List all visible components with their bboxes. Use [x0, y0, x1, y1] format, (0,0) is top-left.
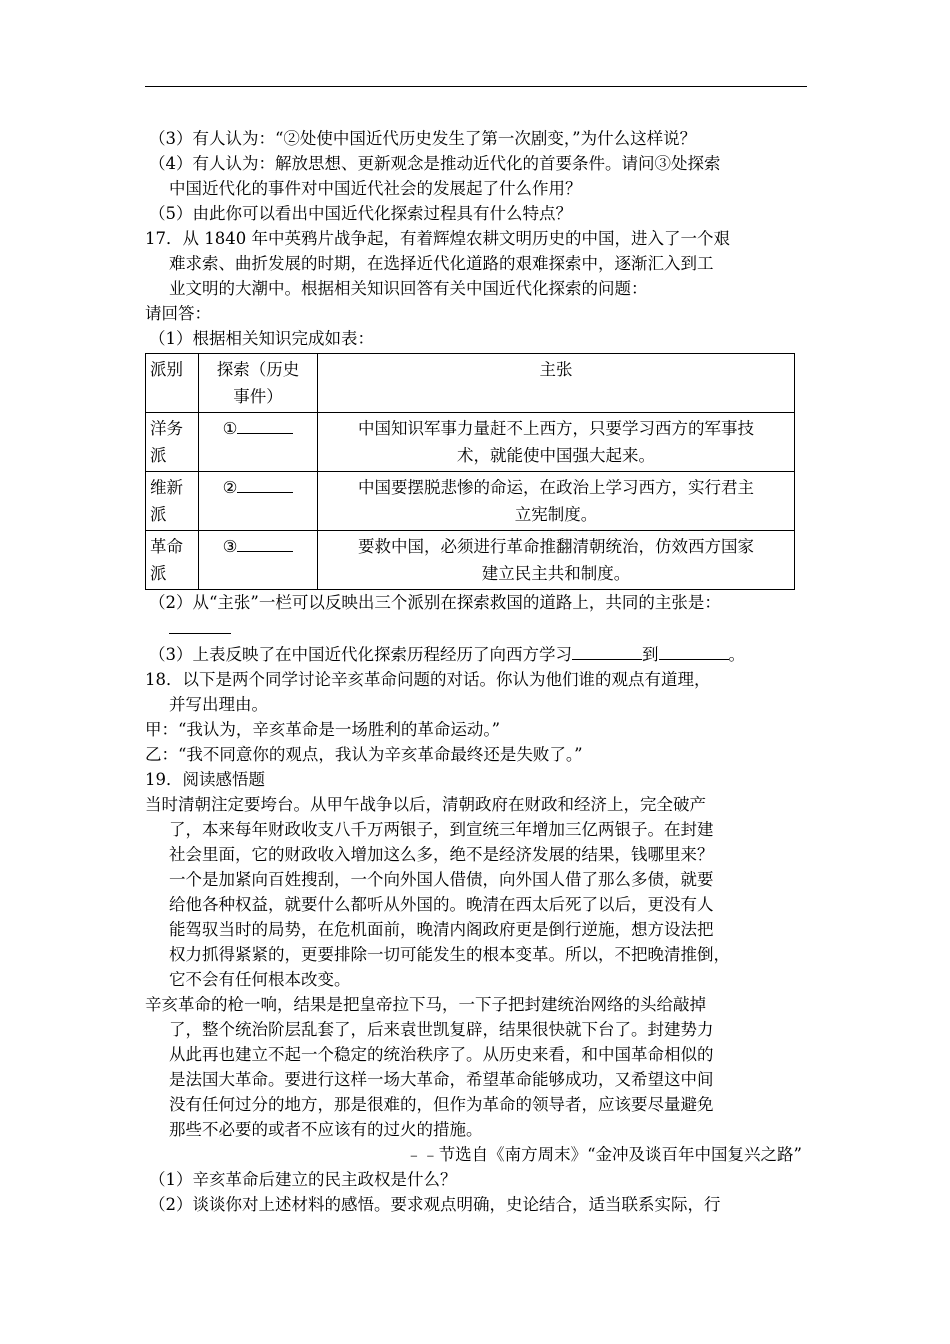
q19-para1-line: 了，本来每年财政收支八千万两银子，到宣统三年增加三亿两银子。在封建 [169, 820, 714, 839]
q19-para2-line: 了，整个统治阶层乱套了，后来袁世凯复辟，结果很快就下台了。封建势力 [169, 1020, 714, 1039]
q19-sub1: （1）辛亥革命后建立的民主政权是什么？ [149, 1170, 457, 1189]
reform-table [145, 353, 795, 590]
q19-source: ﹣﹣节选自《南方周末》“金冲及谈百年中国复兴之路” [405, 1145, 802, 1164]
q17-sub1: （1）根据相关知识完成如表： [149, 329, 374, 348]
event-marker: ③ [222, 537, 238, 556]
q18-yi: 乙：“我不同意你的观点，我认为辛亥革命最终还是失败了。” [145, 745, 583, 764]
q17-stem-line2: 难求索、曲折发展的时期，在选择近代化道路的艰难探索中，逐渐汇入到工 [169, 254, 714, 273]
q17-stem-line3: 业文明的大潮中。根据相关知识回答有关中国近代化探索的问题： [169, 279, 648, 298]
q19-para1-line: 当时清朝注定要垮台。从甲午战争以后，清朝政府在财政和经济上，完全破产 [145, 795, 706, 814]
q17-sub2: （2）从“主张”一栏可以反映出三个派别在探索救国的道路上，共同的主张是： [149, 593, 721, 612]
faction-line1: 革命 [150, 537, 183, 556]
claim-line2: 立宪制度。 [514, 505, 598, 524]
q17-sub2-blank-line [145, 615, 820, 641]
answer-blank[interactable] [659, 641, 729, 660]
faction-cell [146, 531, 199, 590]
table-row [146, 413, 795, 472]
q18-stem-line2: 并写出理由。 [169, 695, 268, 714]
q17-sub3-text-a: （3）上表反映了在中国近代化探索历程经历了向西方学习 [149, 645, 572, 664]
header-event-line2: 事件） [233, 387, 283, 406]
document-body [145, 126, 820, 1217]
header-event [199, 354, 318, 413]
claim-cell [318, 531, 795, 590]
q16-sub4-line1: （4）有人认为：解放思想、更新观念是推动近代化的首要条件。请问③处探索 [149, 154, 721, 173]
q19-para2-line: 没有任何过分的地方，那是很难的，但作为革命的领导者，应该要尽量避免 [169, 1095, 714, 1114]
claim-cell [318, 472, 795, 531]
answer-blank[interactable] [237, 474, 293, 493]
claim-line2: 建立民主共和制度。 [481, 564, 631, 583]
q19-para2-line: 那些不必要的或者不应该有的过火的措施。 [169, 1120, 483, 1139]
q17-sub3-text-b: 到 [642, 645, 659, 664]
answer-blank[interactable] [237, 415, 293, 434]
header-event-line1: 探索（历史 [216, 360, 300, 379]
q19-para1-line: 给他各种权益，就要什么都听从外国的。晚清在西太后死了以后，更没有人 [169, 895, 714, 914]
event-marker: ② [222, 478, 238, 497]
q17-sub3 [145, 641, 820, 667]
q17-sub3-text-c: 。 [728, 645, 745, 664]
q19-title: 19．阅读感悟题 [145, 770, 265, 789]
event-cell [199, 531, 318, 590]
q17-ask: 请回答： [145, 304, 211, 323]
claim-line2: 术，就能使中国强大起来。 [457, 446, 655, 465]
q19-para2-line: 辛亥革命的枪一响，结果是把皇帝拉下马，一下子把封建统治网络的头给敲掉 [145, 995, 706, 1014]
answer-blank[interactable] [572, 641, 642, 660]
faction-line2: 派 [150, 505, 167, 524]
q16-sub4-line2: 中国近代化的事件对中国近代社会的发展起了什么作用？ [169, 179, 582, 198]
q17-stem-line1: 17．从 1840 年中英鸦片战争起，有着辉煌农耕文明历史的中国，进入了一个艰 [145, 229, 730, 248]
table-row [146, 472, 795, 531]
event-cell [199, 413, 318, 472]
q19-para2-line: 是法国大革命。要进行这样一场大革命，希望革命能够成功，又希望这中间 [169, 1070, 714, 1089]
q19-para1-line: 能驾驭当时的局势，在危机面前，晚清内阁政府更是倒行逆施，想方设法把 [169, 920, 714, 939]
faction-line2: 派 [150, 564, 167, 583]
faction-line1: 维新 [150, 478, 183, 497]
faction-line1: 洋务 [150, 419, 183, 438]
answer-blank[interactable] [237, 533, 293, 552]
header-faction: 派别 [146, 354, 199, 413]
q19-para1-line: 一个是加紧向百姓搜刮，一个向外国人借债，向外国人借了那么多债，就要 [169, 870, 714, 889]
q19-para1-line: 权力抓得紧紧的，更要排除一切可能发生的根本变革。所以，不把晚清推倒， [169, 945, 730, 964]
q19-sub2: （2）谈谈你对上述材料的感悟。要求观点明确，史论结合，适当联系实际，行 [149, 1195, 721, 1214]
q19-para1-line: 社会里面，它的财政收入增加这么多，绝不是经济发展的结果，钱哪里来？ [169, 845, 714, 864]
q16-sub3: （3）有人认为：“②处使中国近代历史发生了第一次剧变，”为什么这样说？ [149, 129, 697, 148]
event-marker: ① [222, 419, 238, 438]
q19-para1-line: 它不会有任何根本改变。 [169, 970, 351, 989]
claim-cell [318, 413, 795, 472]
answer-blank[interactable] [169, 615, 231, 634]
faction-cell [146, 413, 199, 472]
header-rule [145, 86, 807, 87]
table-row [146, 531, 795, 590]
q18-stem-line1: 18．以下是两个同学讨论辛亥革命问题的对话。你认为他们谁的观点有道理， [145, 670, 711, 689]
q16-sub5: （5）由此你可以看出中国近代化探索过程具有什么特点？ [149, 204, 572, 223]
claim-line1: 中国要摆脱悲惨的命运，在政治上学习西方，实行君主 [358, 478, 754, 497]
q19-para2-line: 从此再也建立不起一个稳定的统治秩序了。从历史来看，和中国革命相似的 [169, 1045, 714, 1064]
header-claim: 主张 [318, 354, 795, 413]
faction-cell [146, 472, 199, 531]
claim-line1: 中国知识军事力量赶不上西方，只要学习西方的军事技 [358, 419, 754, 438]
event-cell [199, 472, 318, 531]
q18-jia: 甲：“我认为，辛亥革命是一场胜利的革命运动。” [145, 720, 501, 739]
table-header-row [146, 354, 795, 413]
faction-line2: 派 [150, 446, 167, 465]
claim-line1: 要救中国，必须进行革命推翻清朝统治，仿效西方国家 [358, 537, 754, 556]
